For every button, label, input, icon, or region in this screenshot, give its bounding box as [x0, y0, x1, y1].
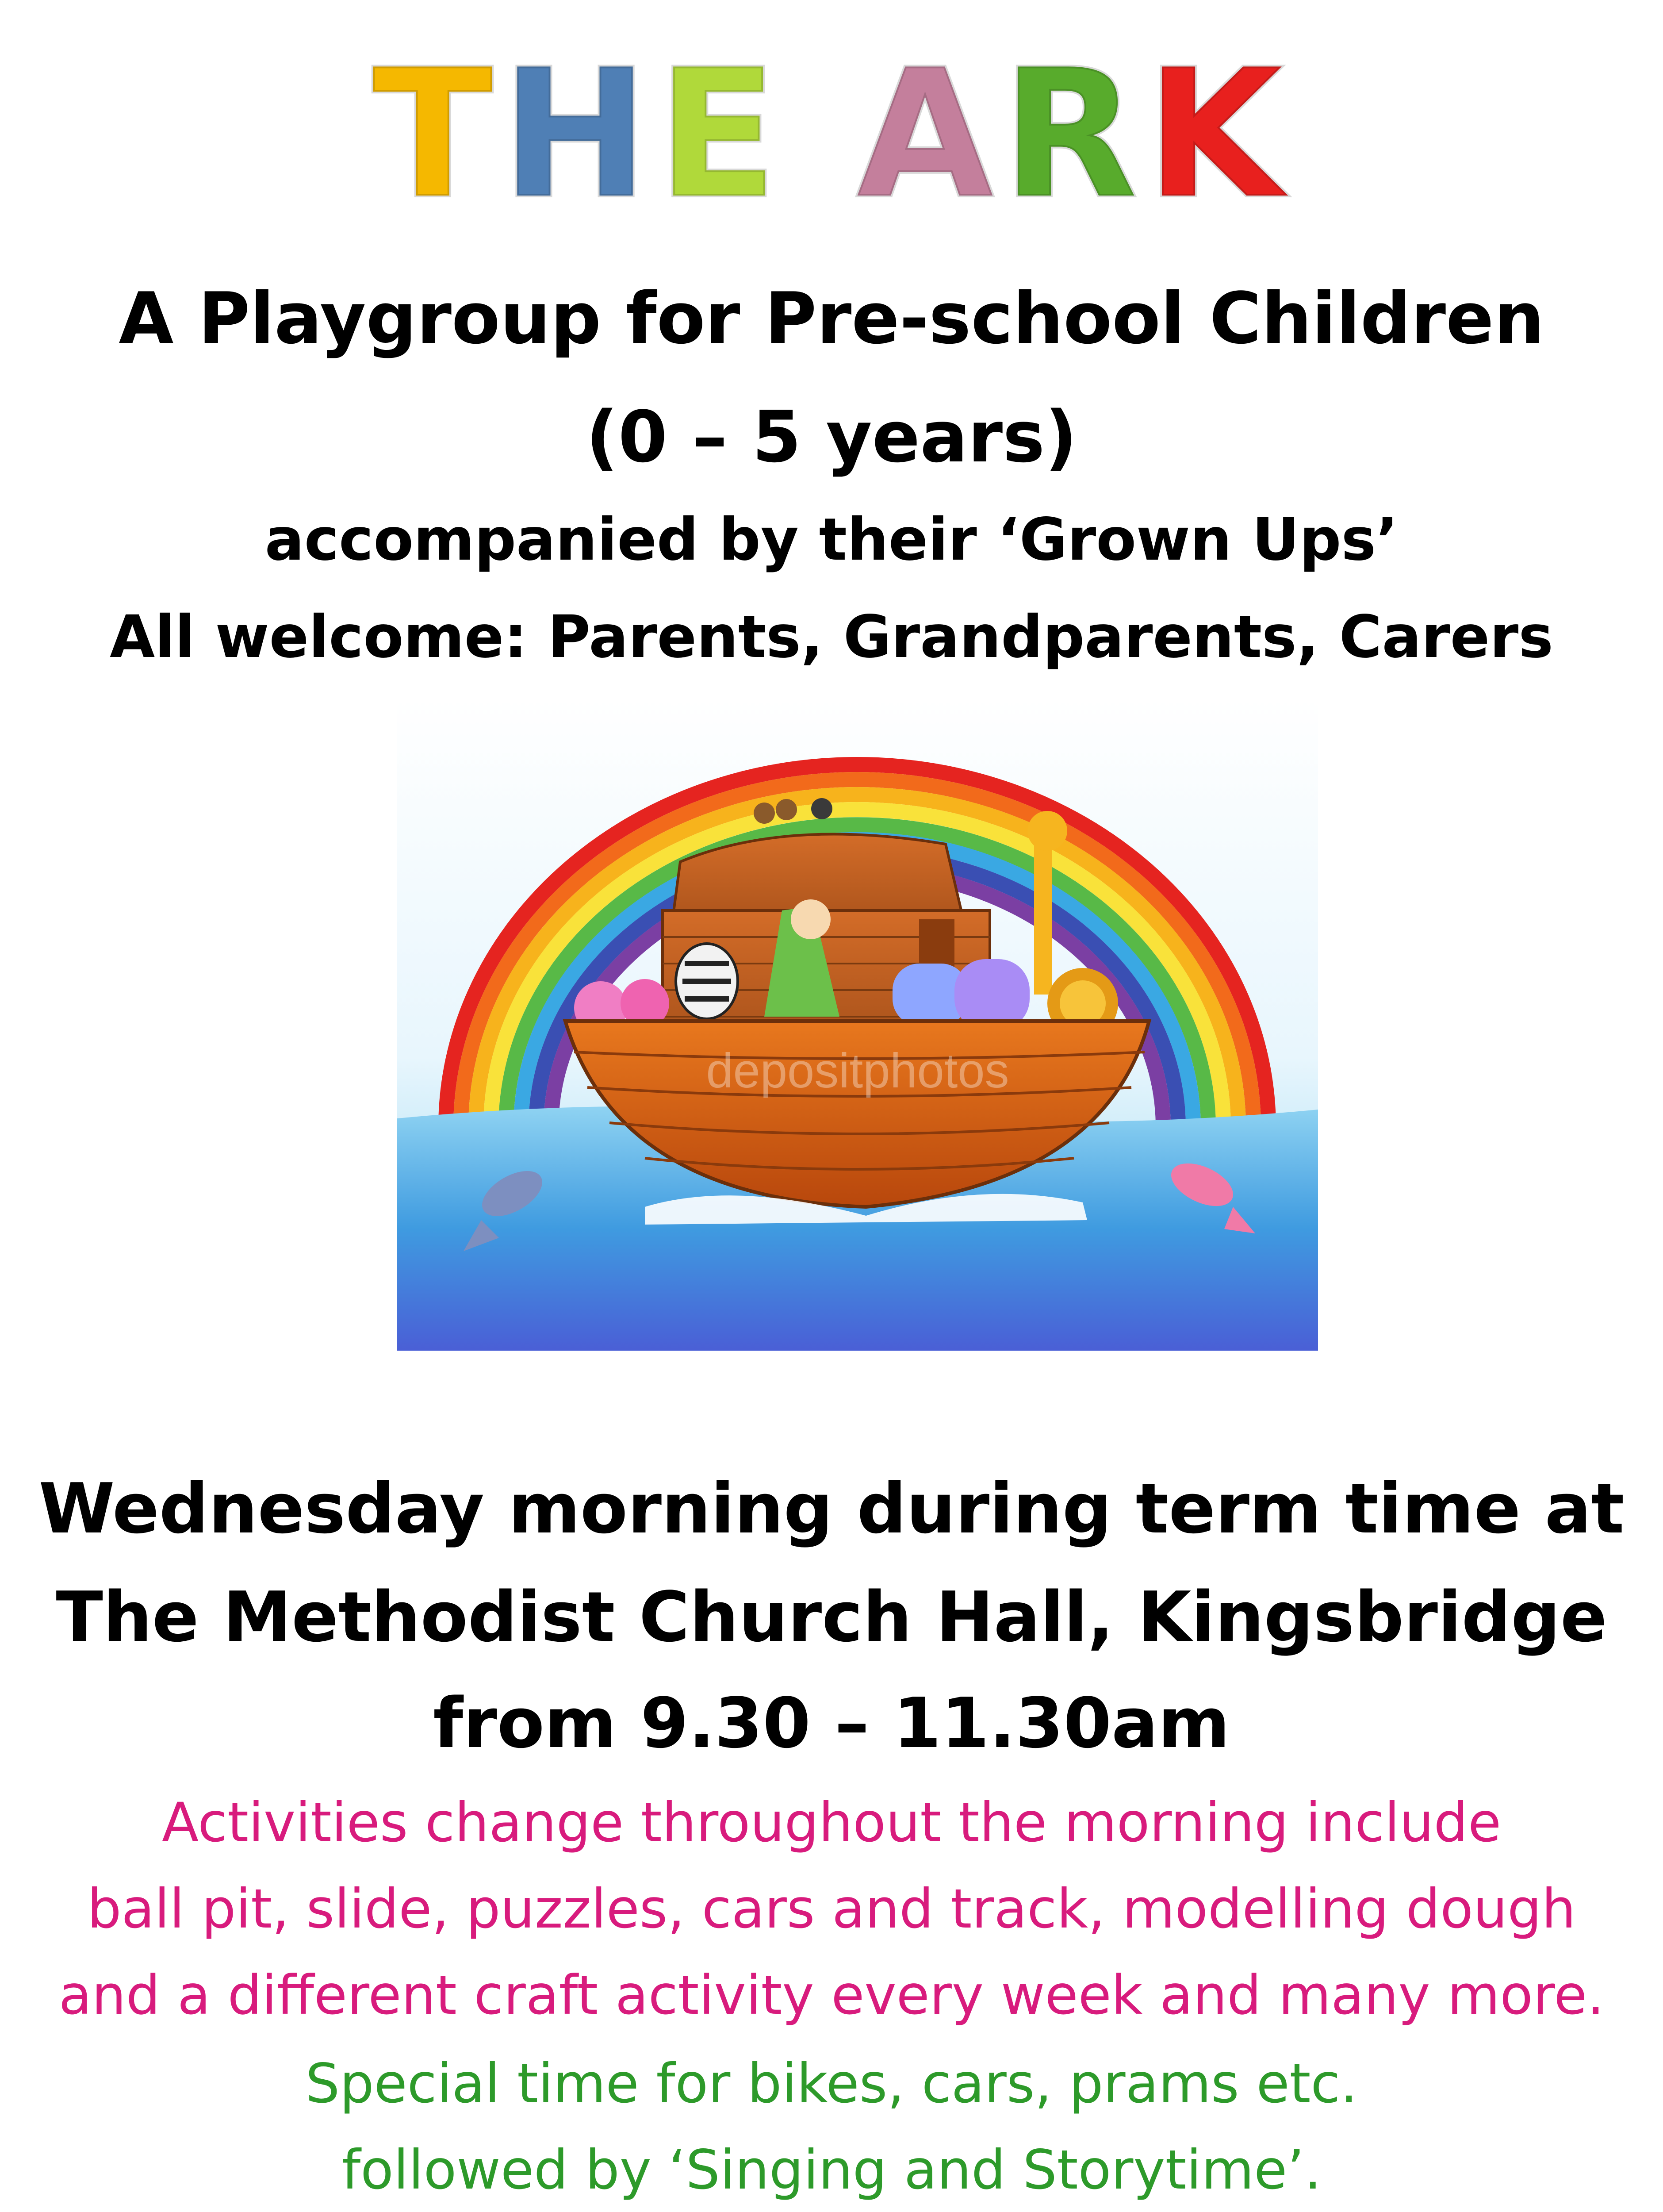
noahs-ark-rainbow-icon — [397, 698, 1318, 1351]
title-letter-2: H — [501, 32, 657, 238]
intro-accompanied: accompanied by their ‘Grown Ups’ — [264, 506, 1399, 574]
activities-line-1: Activities change throughout the morning include — [161, 1791, 1502, 1854]
intro-heading: A Playgroup for Pre-school Children — [119, 277, 1544, 360]
schedule-time: from 9.30 – 11.30am — [433, 1683, 1230, 1763]
special-line-1: Special time for bikes, cars, prams etc. — [305, 2052, 1358, 2115]
title-letter-4: A — [856, 32, 1002, 238]
title-letter-1: T — [372, 32, 501, 238]
activities-line-2: ball pit, slide, puzzles, cars and track, modelling dough — [87, 1878, 1576, 1940]
title-letter-6: K — [1146, 32, 1291, 238]
intro-age-range: (0 – 5 years) — [586, 396, 1077, 478]
special-line-2: followed by ‘Singing and Storytime’. — [341, 2139, 1322, 2201]
ark-illustration — [397, 698, 1318, 1351]
title-letter-3: E — [657, 32, 786, 238]
poster-title — [0, 32, 1663, 238]
illustration-watermark: depositphotos — [706, 1044, 1009, 1098]
intro-welcome: All welcome: Parents, Grandparents, Carers — [110, 603, 1553, 671]
title-letter-5: R — [1001, 32, 1146, 238]
activities-line-3: and a different craft activity every week and many more. — [58, 1964, 1605, 2027]
schedule-day: Wednesday morning during term time at — [38, 1468, 1625, 1549]
schedule-venue: The Methodist Church Hall, Kingsbridge — [56, 1577, 1607, 1657]
